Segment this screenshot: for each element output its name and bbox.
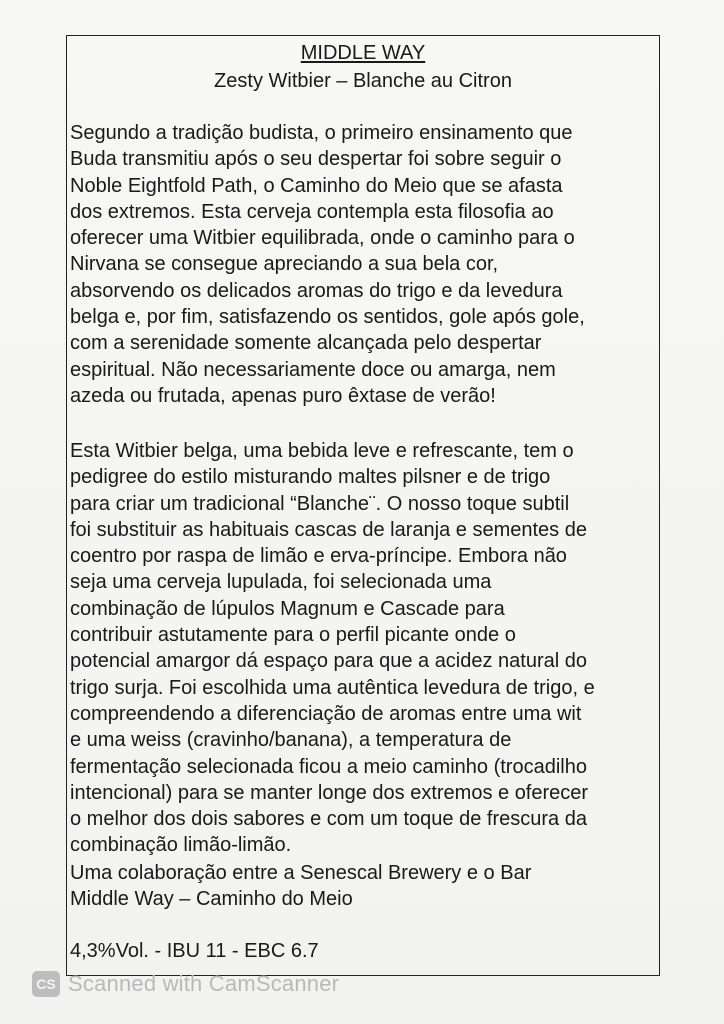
text-line: coentro por raspa de limão e erva-príncipe. Embora não [70, 545, 567, 568]
text-line: belga e, por fim, satisfazendo os sentidos, gole após gole, [70, 306, 585, 329]
text-line: combinação de lúpulos Magnum e Cascade para [70, 597, 505, 620]
page-subtitle: Zesty Witbier – Blanche au Citron [214, 70, 512, 92]
scanner-watermark [32, 970, 339, 998]
text-line: potencial amargor dá espaço para que a acidez natural do [70, 650, 588, 673]
camscanner-logo-icon: CS [32, 971, 60, 997]
text-line: e uma weiss (cravinho/banana), a temperatura de [70, 729, 512, 752]
text-line: Middle Way – Caminho do Meio [70, 888, 353, 911]
document-border [66, 35, 660, 976]
text-line: oferecer uma Witbier equilibrada, onde o caminho para o [70, 227, 575, 250]
text-line: dos extremos. Esta cerveja contempla esta filosofia ao [70, 200, 554, 223]
text-line: intencional) para se manter longe dos extremos e oferecer [70, 781, 589, 804]
text-line: Uma colaboração entre a Senescal Brewery e o Bar [70, 862, 532, 884]
text-line: Esta Witbier belga, uma bebida leve e refrescante, tem o [70, 440, 574, 462]
text-line: absorvendo os delicados aromas do trigo e da levedura [70, 279, 563, 302]
text-line: pedigree do estilo misturando maltes pilsner e de trigo [70, 466, 551, 489]
text-line: azeda ou frutada, apenas puro êxtase de verão! [70, 384, 496, 407]
text-line: Segundo a tradição budista, o primeiro ensinamento que [70, 122, 573, 144]
text-line: Nirvana se consegue apreciando a sua bela cor, [70, 253, 499, 276]
paragraph-intro [70, 120, 670, 409]
watermark-text: Scanned with CamScanner [68, 971, 340, 996]
text-line: o melhor dos dois sabores e com um toque de frescura da [70, 808, 587, 831]
text-line: compreendendo a diferenciação de aromas entre uma wit [70, 702, 582, 725]
text-line: combinação limão-limão. [70, 834, 292, 857]
text-line: trigo surja. Foi escolhida uma autêntica levedura de trigo, e [70, 676, 595, 699]
text-line: Noble Eightfold Path, o Caminho do Meio que se afasta [70, 174, 563, 197]
page-title: MIDDLE WAY [300, 42, 426, 64]
paragraph-collaboration [70, 860, 670, 913]
text-line: para criar um tradicional “Blanche¨. O nosso toque subtil [70, 492, 570, 515]
text-line: espiritual. Não necessariamente doce ou amarga, nem [70, 358, 556, 381]
paragraph-description [70, 438, 670, 859]
text-line: foi substituir as habituais cascas de laranja e sementes de [70, 518, 587, 541]
beer-specs: 4,3%Vol. - IBU 11 - EBC 6.7 [70, 940, 319, 962]
text-line: fermentação selecionada ficou a meio caminho (trocadilho [70, 755, 587, 778]
text-line: com a serenidade somente alcançada pelo despertar [70, 332, 542, 355]
text-line: contribuir astutamente para o perfil picante onde o [70, 624, 516, 647]
text-line: Buda transmitiu após o seu despertar foi sobre seguir o [70, 148, 562, 171]
text-line: seja uma cerveja lupulada, foi selecionada uma [70, 571, 492, 594]
